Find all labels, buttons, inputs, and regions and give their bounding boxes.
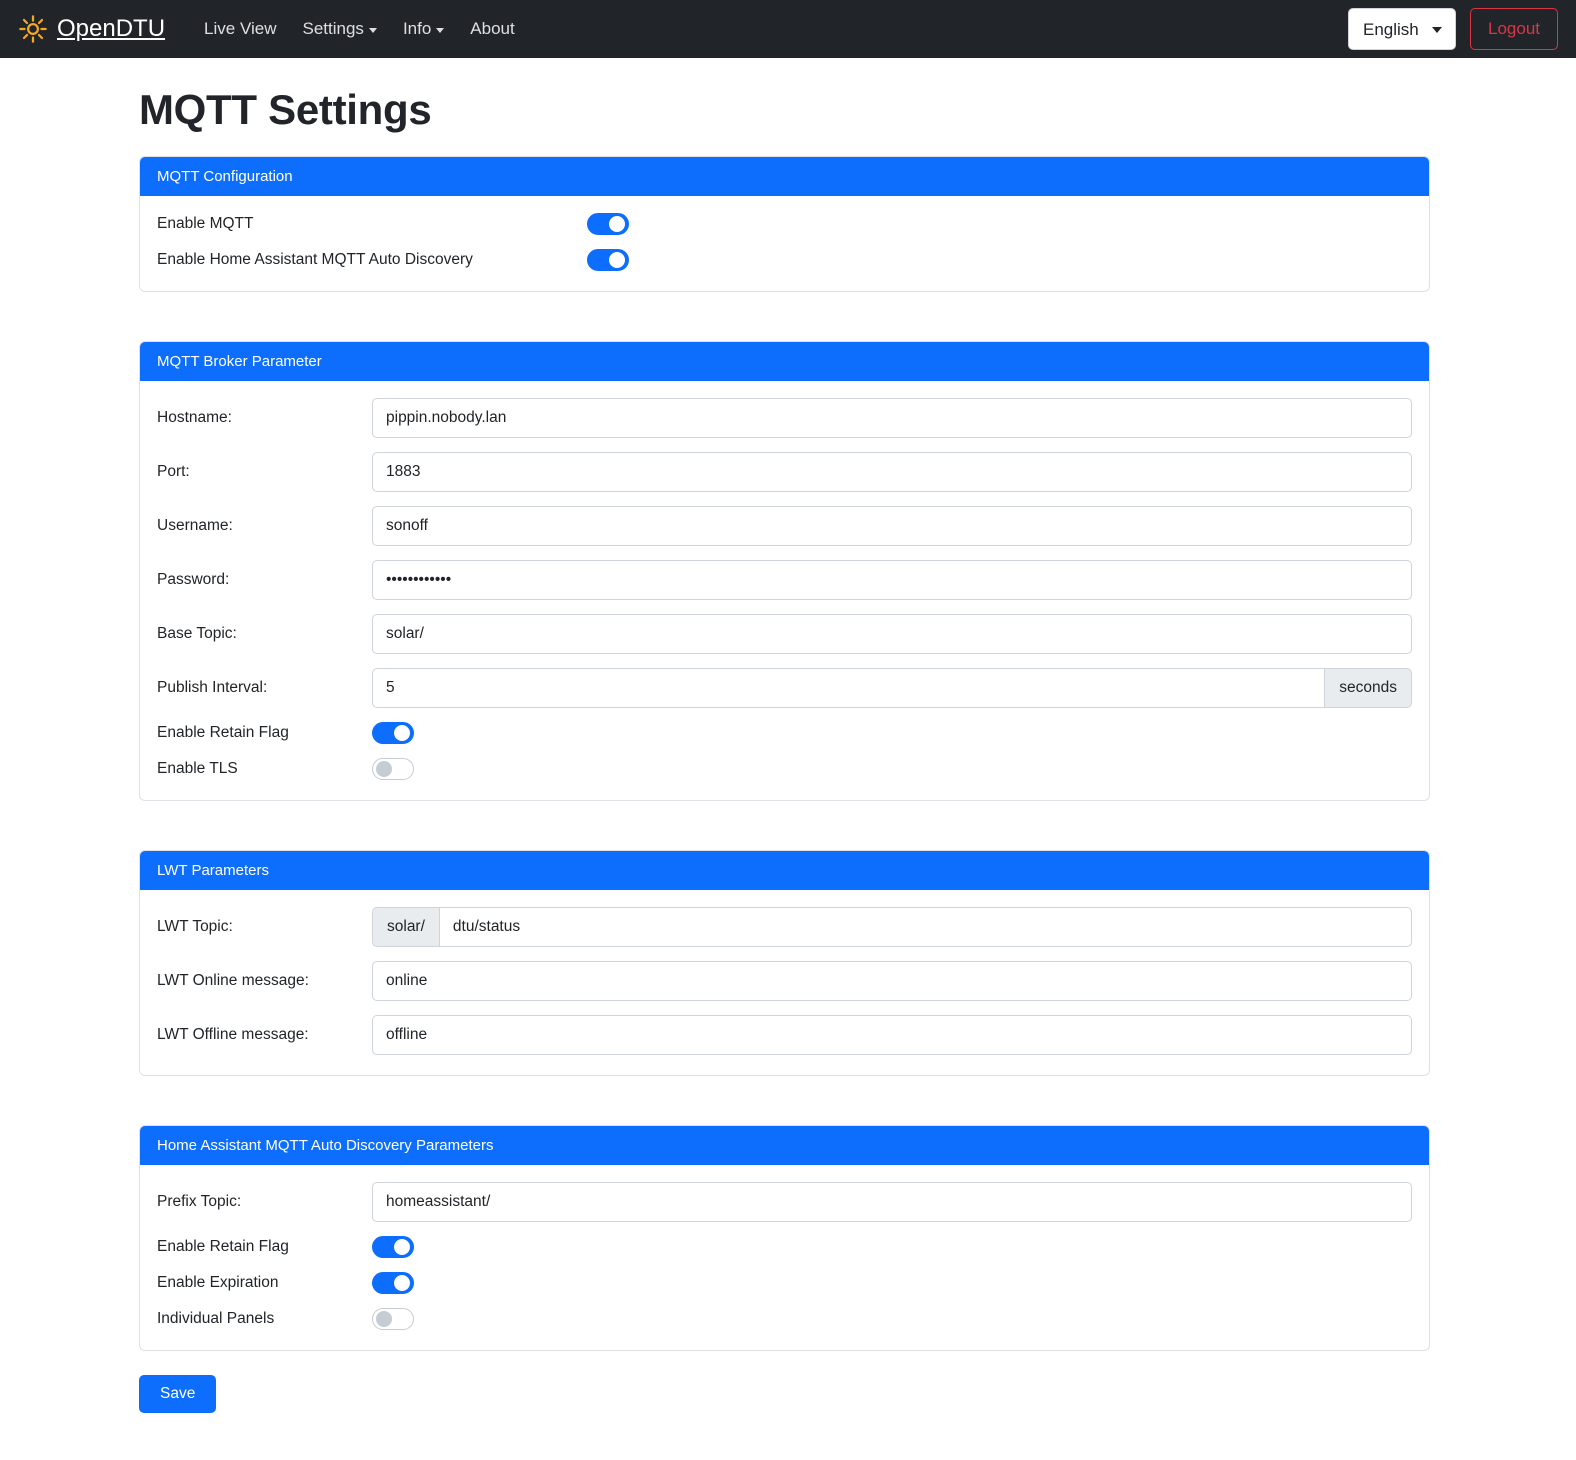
ha-prefix-input[interactable] xyxy=(372,1182,1412,1222)
ha-individual-panels-label: Individual Panels xyxy=(157,1310,275,1327)
publish-interval-unit: seconds xyxy=(1325,668,1412,708)
password-field-wrapper xyxy=(372,560,1412,600)
lwt-body xyxy=(140,890,1429,1075)
broker-retain-toggle[interactable] xyxy=(372,722,414,744)
ha-individual-panels-toggle[interactable] xyxy=(372,1308,414,1330)
port-field-wrapper xyxy=(372,452,1412,492)
nav-item-live-view[interactable] xyxy=(191,11,289,47)
language-select[interactable] xyxy=(1348,8,1456,50)
hostname-label: Hostname: xyxy=(157,409,232,426)
enable-ha-discovery-label: Enable Home Assistant MQTT Auto Discovery xyxy=(157,251,473,268)
save-button[interactable]: Save xyxy=(139,1375,216,1413)
lwt-offline-row xyxy=(157,1015,1412,1055)
section-spacer xyxy=(0,801,1576,850)
section-spacer xyxy=(0,1076,1576,1125)
sun-icon xyxy=(18,14,48,44)
nav-item-settings-label: Settings xyxy=(302,19,364,38)
home-assistant-card xyxy=(139,1125,1430,1351)
chevron-down-icon xyxy=(369,28,377,33)
mqtt-broker-header: MQTT Broker Parameter xyxy=(140,342,1429,381)
broker-retain-row xyxy=(157,722,1412,744)
ha-expiration-toggle[interactable] xyxy=(372,1272,414,1294)
ha-retain-toggle[interactable] xyxy=(372,1236,414,1258)
mqtt-broker-card xyxy=(139,341,1430,801)
base-topic-field-wrapper xyxy=(372,614,1412,654)
enable-ha-discovery-toggle[interactable] xyxy=(587,249,629,271)
nav-item-about-label: About xyxy=(470,19,515,38)
mqtt-broker-body xyxy=(140,381,1429,800)
nav-item-info[interactable] xyxy=(390,11,457,47)
publish-interval-input[interactable] xyxy=(372,668,1325,708)
mqtt-configuration-card xyxy=(139,156,1430,292)
ha-expiration-row xyxy=(157,1272,1412,1294)
ha-prefix-row xyxy=(157,1182,1412,1222)
ha-retain-row xyxy=(157,1236,1412,1258)
broker-tls-label: Enable TLS xyxy=(157,760,238,777)
navbar-right-group xyxy=(1348,8,1558,50)
enable-mqtt-toggle[interactable] xyxy=(587,213,629,235)
enable-ha-discovery-row xyxy=(157,249,1412,271)
hostname-input[interactable] xyxy=(372,398,1412,438)
enable-mqtt-label: Enable MQTT xyxy=(157,215,254,232)
lwt-online-label: LWT Online message: xyxy=(157,972,309,989)
publish-interval-group xyxy=(372,668,1412,708)
nav-item-settings[interactable] xyxy=(290,11,390,47)
lwt-offline-label: LWT Offline message: xyxy=(157,1026,309,1043)
lwt-online-row xyxy=(157,961,1412,1001)
nav-item-info-label: Info xyxy=(402,19,432,38)
home-assistant-header: Home Assistant MQTT Auto Discovery Parameters xyxy=(140,1126,1429,1165)
section-spacer xyxy=(0,292,1576,341)
brand-logo[interactable] xyxy=(18,14,165,44)
password-label: Password: xyxy=(157,571,230,588)
mqtt-configuration-header: MQTT Configuration xyxy=(140,157,1429,196)
brand-label: OpenDTU xyxy=(57,15,166,42)
nav-item-live-view-label: Live View xyxy=(204,19,277,38)
toggle-knob xyxy=(376,1311,392,1327)
port-label: Port: xyxy=(157,463,190,480)
lwt-card xyxy=(139,850,1430,1076)
port-row xyxy=(157,452,1412,492)
top-navbar xyxy=(0,0,1576,58)
base-topic-row xyxy=(157,614,1412,654)
password-input[interactable] xyxy=(372,560,1412,600)
language-select-wrapper xyxy=(1348,8,1456,50)
lwt-topic-group xyxy=(372,907,1412,947)
page-content xyxy=(0,86,1576,1443)
chevron-down-icon xyxy=(436,28,444,33)
ha-individual-panels-row xyxy=(157,1308,1412,1330)
lwt-topic-prefix: solar/ xyxy=(372,907,439,947)
lwt-topic-label: LWT Topic: xyxy=(157,918,233,935)
hostname-row xyxy=(157,398,1412,438)
ha-prefix-label: Prefix Topic: xyxy=(157,1193,242,1210)
username-field-wrapper xyxy=(372,506,1412,546)
broker-tls-row xyxy=(157,758,1412,780)
lwt-offline-field-wrapper xyxy=(372,1015,1412,1055)
username-row xyxy=(157,506,1412,546)
password-row xyxy=(157,560,1412,600)
toggle-knob xyxy=(394,1275,410,1291)
username-label: Username: xyxy=(157,517,233,534)
nav-item-about[interactable] xyxy=(457,11,527,47)
lwt-offline-input[interactable] xyxy=(372,1015,1412,1055)
ha-retain-label: Enable Retain Flag xyxy=(157,1238,289,1255)
lwt-online-input[interactable] xyxy=(372,961,1412,1001)
toggle-knob xyxy=(376,761,392,777)
broker-retain-label: Enable Retain Flag xyxy=(157,724,289,741)
toggle-knob xyxy=(394,1239,410,1255)
toggle-knob xyxy=(394,725,410,741)
nav-links xyxy=(191,11,528,47)
username-input[interactable] xyxy=(372,506,1412,546)
lwt-online-field-wrapper xyxy=(372,961,1412,1001)
base-topic-input[interactable] xyxy=(372,614,1412,654)
lwt-topic-input[interactable] xyxy=(439,907,1412,947)
ha-expiration-label: Enable Expiration xyxy=(157,1274,279,1291)
broker-tls-toggle[interactable] xyxy=(372,758,414,780)
home-assistant-body xyxy=(140,1165,1429,1350)
mqtt-configuration-body xyxy=(140,196,1429,291)
page-title: MQTT Settings xyxy=(139,86,432,133)
lwt-header: LWT Parameters xyxy=(140,851,1429,890)
hostname-field-wrapper xyxy=(372,398,1412,438)
logout-button[interactable]: Logout xyxy=(1470,8,1558,50)
toggle-knob xyxy=(609,216,625,232)
ha-prefix-field-wrapper xyxy=(372,1182,1412,1222)
lwt-topic-row xyxy=(157,907,1412,947)
publish-interval-row xyxy=(157,668,1412,708)
toggle-knob xyxy=(609,252,625,268)
port-input[interactable] xyxy=(372,452,1412,492)
base-topic-label: Base Topic: xyxy=(157,625,237,642)
publish-interval-label: Publish Interval: xyxy=(157,679,268,696)
enable-mqtt-row xyxy=(157,213,1412,235)
